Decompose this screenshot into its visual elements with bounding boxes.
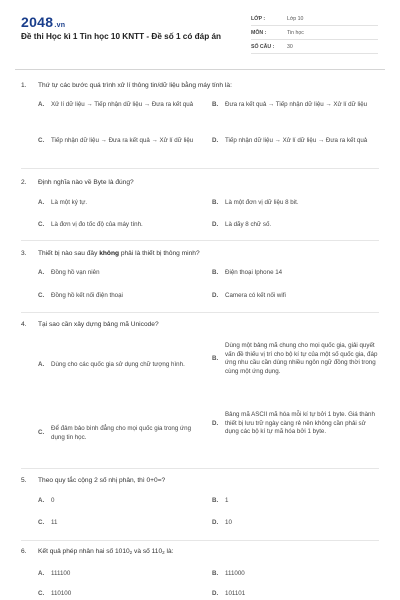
header bbox=[0, 0, 400, 70]
option-text: 101101 bbox=[225, 590, 246, 597]
option-text: Đồng hồ vạn niên bbox=[51, 269, 100, 276]
question-number: 4. bbox=[21, 321, 27, 328]
question-separator bbox=[21, 240, 379, 241]
option-text: Điện thoại Iphone 14 bbox=[225, 269, 283, 276]
question-number: 1. bbox=[21, 82, 27, 89]
option-text: 111000 bbox=[225, 570, 245, 577]
option-text: Đưa ra kết quả → Tiếp nhận dữ liệu → Xử lí dữ liệu bbox=[225, 101, 368, 108]
option-letter: D. bbox=[212, 137, 219, 144]
option-letter: B. bbox=[212, 570, 219, 577]
option-text: Là một ký tự. bbox=[51, 199, 88, 206]
option-c[interactable] bbox=[38, 221, 198, 230]
option-c[interactable] bbox=[38, 519, 198, 528]
option-c[interactable] bbox=[38, 137, 198, 146]
question-4 bbox=[21, 320, 386, 329]
option-letter: A. bbox=[38, 269, 45, 276]
option-b[interactable] bbox=[212, 497, 380, 506]
option-c[interactable] bbox=[38, 292, 198, 301]
option-letter: D. bbox=[212, 419, 219, 427]
question-separator bbox=[21, 540, 379, 541]
option-text: Đồng hồ kết nối điện thoại bbox=[51, 292, 123, 299]
option-d[interactable] bbox=[212, 221, 380, 230]
question-separator bbox=[21, 168, 379, 169]
option-c[interactable] bbox=[38, 590, 198, 599]
question-separator bbox=[21, 468, 379, 469]
question-3 bbox=[21, 249, 386, 258]
question-text: Thiết bị nào sau đây không phải là thiết bị thông minh? bbox=[38, 250, 200, 257]
option-text: Để đảm bảo bình đẳng cho mọi quốc gia trong ứng dụng tin học. bbox=[51, 425, 192, 441]
option-b[interactable] bbox=[212, 570, 380, 579]
question-5 bbox=[21, 476, 386, 485]
option-a[interactable] bbox=[38, 101, 198, 110]
option-c[interactable] bbox=[38, 425, 200, 442]
option-a[interactable] bbox=[38, 361, 200, 370]
meta-row-subject bbox=[251, 26, 378, 40]
option-text: Là dãy 8 chữ số. bbox=[225, 221, 272, 228]
header-divider bbox=[15, 69, 385, 70]
option-text: 0 bbox=[51, 497, 55, 504]
exam-title: Đề thi Học kì 1 Tin học 10 KNTT - Đề số 1 có đáp án bbox=[21, 32, 222, 41]
option-letter: A. bbox=[38, 101, 45, 108]
meta-label: SỐ CÂU : bbox=[251, 43, 275, 50]
option-a[interactable] bbox=[38, 570, 198, 579]
site-logo[interactable]: 2048.vn bbox=[21, 14, 66, 30]
option-d[interactable] bbox=[212, 590, 380, 599]
option-d[interactable] bbox=[212, 137, 380, 146]
option-letter: A. bbox=[38, 361, 45, 368]
meta-label: MÔN : bbox=[251, 29, 267, 36]
question-number: 6. bbox=[21, 548, 27, 555]
option-a[interactable] bbox=[38, 199, 198, 208]
option-b[interactable] bbox=[212, 342, 380, 376]
meta-label: LỚP : bbox=[251, 15, 266, 22]
option-text: Dùng cho các quốc gia sử dụng chữ tượng hình. bbox=[51, 361, 185, 368]
option-text: Camera có kết nối wifi bbox=[225, 292, 286, 299]
option-text: Tiếp nhận dữ liệu → Xử lí dữ liệu → Đưa ra kết quả bbox=[225, 137, 368, 144]
option-letter: A. bbox=[38, 497, 45, 504]
option-letter: D. bbox=[212, 221, 219, 228]
option-text: 110100 bbox=[51, 590, 72, 597]
question-2 bbox=[21, 178, 386, 187]
question-text: Định nghĩa nào về Byte là đúng? bbox=[38, 179, 134, 186]
option-text: Là đơn vị đo tốc độ của máy tính. bbox=[51, 221, 143, 228]
option-text: 10 bbox=[225, 519, 232, 526]
option-d[interactable] bbox=[212, 411, 380, 437]
question-separator bbox=[21, 312, 379, 313]
option-letter: C. bbox=[38, 137, 45, 144]
option-letter: B. bbox=[212, 354, 219, 362]
exam-meta bbox=[251, 12, 378, 54]
option-letter: B. bbox=[212, 269, 219, 276]
question-text: Theo quy tắc cộng 2 số nhị phân, thì 0+0=? bbox=[38, 477, 166, 484]
option-letter: A. bbox=[38, 199, 45, 206]
question-number: 3. bbox=[21, 250, 27, 257]
option-text: Xử lí dữ liệu → Tiếp nhận dữ liệu → Đưa ra kết quả bbox=[51, 101, 194, 108]
option-text: 11 bbox=[51, 519, 58, 526]
option-a[interactable] bbox=[38, 497, 198, 506]
option-letter: B. bbox=[212, 497, 219, 504]
option-text: 1 bbox=[225, 497, 229, 504]
option-letter: C. bbox=[38, 292, 45, 299]
option-text: Là một đơn vị dữ liệu 8 bit. bbox=[225, 199, 299, 206]
option-b[interactable] bbox=[212, 199, 380, 208]
question-number: 5. bbox=[21, 477, 27, 484]
option-b[interactable] bbox=[212, 101, 380, 110]
question-text: Thứ tự các bước quá trình xử lí thông tin/dữ liệu bằng máy tính là: bbox=[38, 82, 232, 89]
option-d[interactable] bbox=[212, 519, 380, 528]
option-letter: C. bbox=[38, 590, 45, 597]
question-text: Kết quả phép nhân hai số $1010_2$ và số $110_2$ là: bbox=[38, 548, 174, 555]
meta-value: Lớp 10 bbox=[287, 15, 304, 22]
option-letter: B. bbox=[212, 101, 219, 108]
question-text: Tại sao cần xây dựng bảng mã Unicode? bbox=[38, 321, 159, 328]
option-letter: A. bbox=[38, 570, 45, 577]
option-text: 111100 bbox=[51, 570, 71, 577]
option-a[interactable] bbox=[38, 269, 198, 278]
meta-row-class bbox=[251, 12, 378, 26]
question-1 bbox=[21, 81, 386, 90]
option-letter: D. bbox=[212, 292, 219, 299]
option-letter: C. bbox=[38, 519, 45, 526]
option-letter: C. bbox=[38, 429, 45, 437]
option-letter: B. bbox=[212, 199, 219, 206]
question-6 bbox=[21, 547, 386, 557]
option-letter: C. bbox=[38, 221, 45, 228]
option-letter: D. bbox=[212, 519, 219, 526]
question-number: 2. bbox=[21, 179, 27, 186]
meta-row-count bbox=[251, 40, 378, 54]
meta-value: Tin học bbox=[287, 29, 304, 36]
option-d[interactable] bbox=[212, 292, 380, 301]
option-text: Bảng mã ASCII mã hóa mỗi kí tự bởi 1 byte. Giá thành thiết bị lưu trữ ngày càng rẻ nên không cần phải sử dụng các bộ kí tự mã hóa bởi 1 byte. bbox=[225, 411, 375, 436]
meta-value: 30 bbox=[287, 43, 293, 50]
option-text: Tiếp nhận dữ liệu → Đưa ra kết quả → Xử lí dữ liệu bbox=[51, 137, 194, 144]
option-b[interactable] bbox=[212, 269, 380, 278]
option-text: Dùng một bảng mã chung cho mọi quốc gia, giải quyết vấn đề thiếu vị trí cho bộ kí tự của một số quốc gia, đáp ứng nhu cầu cần dùng nhiều ngôn ngữ đồng thời trong cùng một ứng dụng. bbox=[225, 342, 378, 375]
option-letter: D. bbox=[212, 590, 219, 597]
